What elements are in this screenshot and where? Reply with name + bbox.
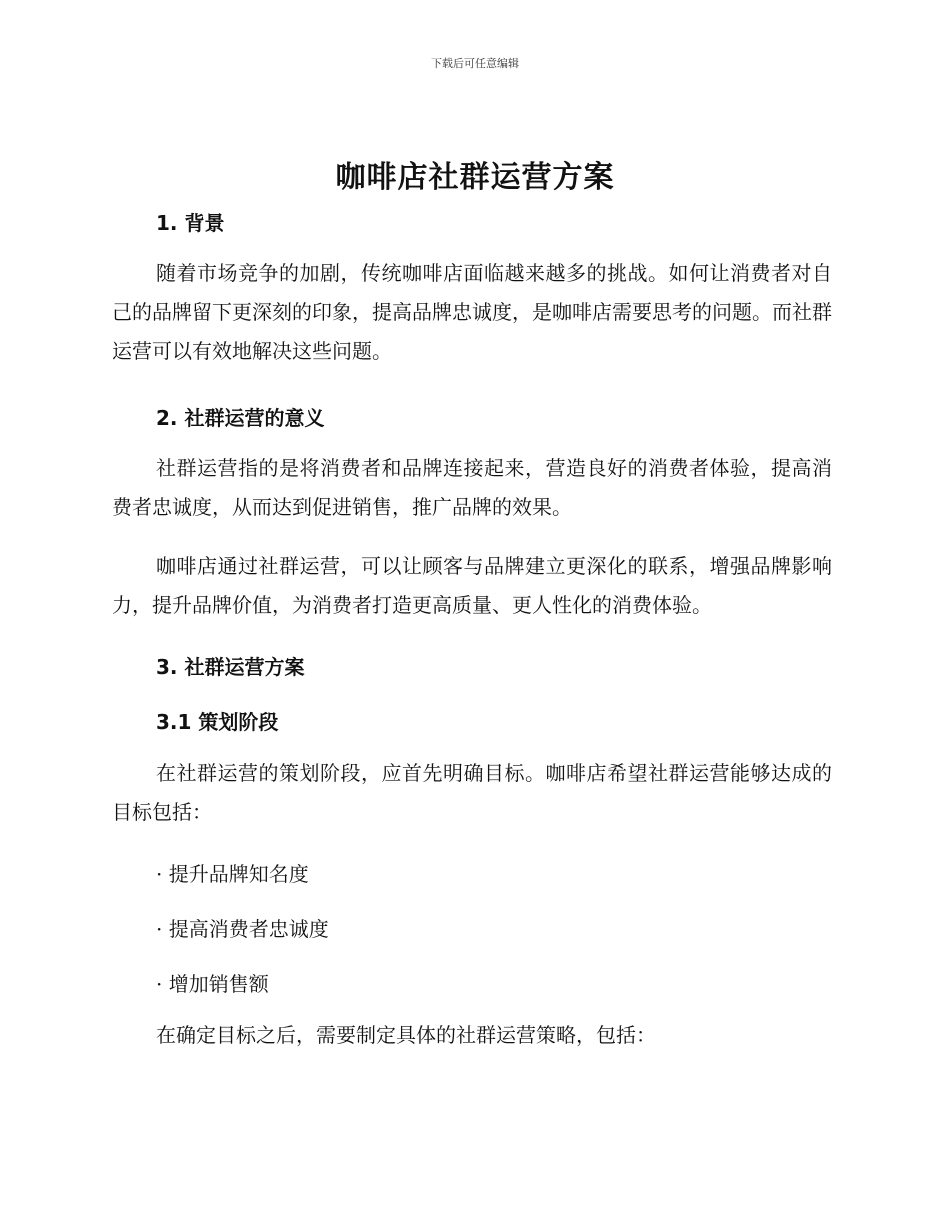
paragraph-meaning-1: 社群运营指的是将消费者和品牌连接起来，营造良好的消费者体验，提高消费者忠诚度，从而达到促进销售，推广品牌的效果。 [112,456,832,519]
section-heading-plan: 3. 社群运营方案 [156,655,305,679]
list-item-goal-1: · 提升品牌知名度 [156,862,309,886]
section-heading-meaning: 2. 社群运营的意义 [156,406,325,430]
subsection-heading-planning: 3.1 策划阶段 [156,710,279,734]
page-header: 下载后可任意编辑 [431,57,519,70]
paragraph-planning-2: 在确定目标之后，需要制定具体的社群运营策略，包括： [156,1023,656,1047]
paragraph-planning-1: 在社群运营的策划阶段，应首先明确目标。咖啡店希望社群运营能够达成的目标包括： [112,761,832,824]
paragraph-meaning-2: 咖啡店通过社群运营，可以让顾客与品牌建立更深化的联系，增强品牌影响力，提升品牌价值，为消费者打造更高质量、更人性化的消费体验。 [112,554,832,617]
section-heading-background: 1. 背景 [156,211,225,235]
list-item-goal-2: · 提高消费者忠诚度 [156,917,329,941]
paragraph-background: 随着市场竞争的加剧，传统咖啡店面临越来越多的挑战。如何让消费者对自己的品牌留下更深刻的印象，提高品牌忠诚度，是咖啡店需要思考的问题。而社群运营可以有效地解决这些问题。 [112,261,832,363]
list-item-goal-3: · 增加销售额 [156,972,269,996]
document-title: 咖啡店社群运营方案 [335,160,615,195]
